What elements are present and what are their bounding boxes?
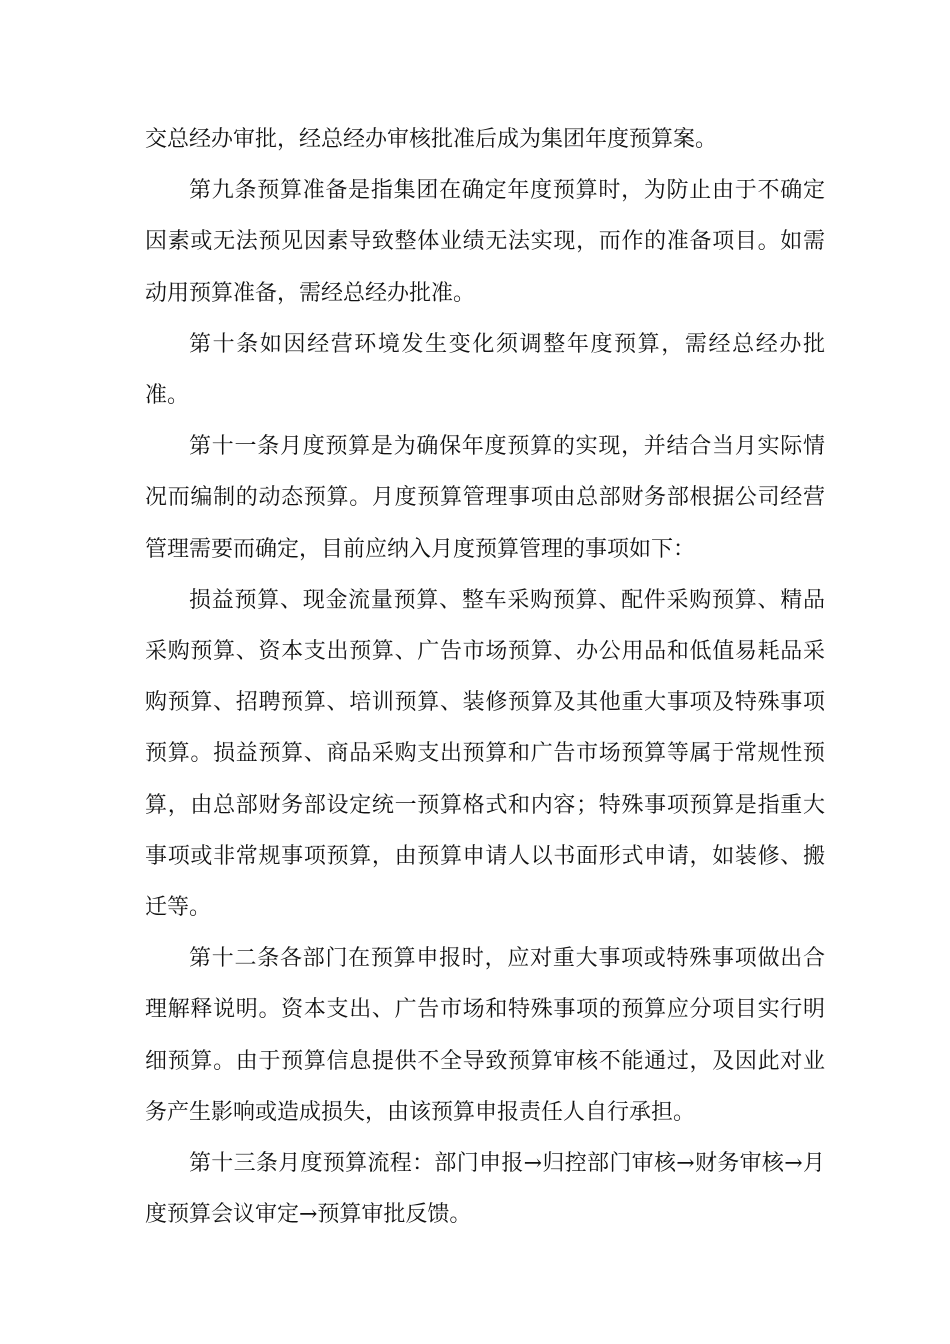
paragraph-article-9: 第九条预算准备是指集团在确定年度预算时，为防止由于不确定因素或无法预见因素导致整体业绩无法实现，而作的准备项目。如需动用预算准备，需经总经办批准。 bbox=[145, 178, 825, 306]
paragraph-article-13: 第十三条月度预算流程：部门申报→归控部门审核→财务审核→月度预算会议审定→预算审批反馈。 bbox=[145, 1151, 825, 1228]
paragraph-article-12: 第十二条各部门在预算申报时，应对重大事项或特殊事项做出合理解释说明。资本支出、广告市场和特殊事项的预算应分项目实行明细预算。由于预算信息提供不全导致预算审核不能通过，及因此对业务产生影响或造成损失，由该预算申报责任人自行承担。 bbox=[145, 946, 825, 1125]
paragraph-1: 交总经办审批，经总经办审核批准后成为集团年度预算案。 bbox=[145, 127, 718, 152]
document-page bbox=[145, 114, 825, 1240]
paragraph-article-10: 第十条如因经营环境发生变化须调整年度预算，需经总经办批准。 bbox=[145, 331, 825, 409]
paragraph-budget-items: 损益预算、现金流量预算、整车采购预算、配件采购预算、精品采购预算、资本支出预算、广告市场预算、办公用品和低值易耗品采购预算、招聘预算、培训预算、装修预算及其他重大事项及特殊事项预算。损益预算、商品采购支出预算和广告市场预算等属于常规性预算，由总部财务部设定统一预算格式和内容；特殊事项预算是指重大事项或非常规事项预算，由预算申请人以书面形式申请，如装修、搬迁等。 bbox=[145, 587, 825, 921]
paragraph-article-11: 第十一条月度预算是为确保年度预算的实现，并结合当月实际情况而编制的动态预算。月度预算管理事项由总部财务部根据公司经营管理需要而确定，目前应纳入月度预算管理的事项如下： bbox=[145, 434, 825, 562]
